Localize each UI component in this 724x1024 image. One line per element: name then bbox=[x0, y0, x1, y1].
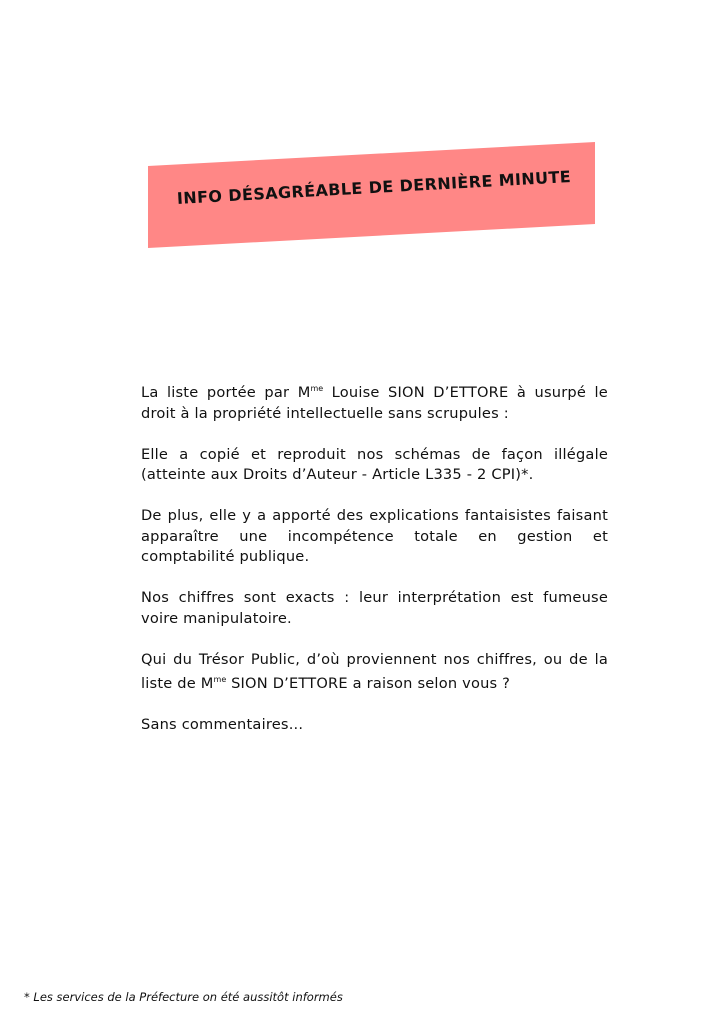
footnote: * Les services de la Préfecture on été aussitôt informés bbox=[24, 990, 343, 1004]
paragraph-usurpation bbox=[141, 379, 608, 424]
title-superscript: me bbox=[213, 675, 227, 684]
paragraph-usurpation-start: La liste portée par M bbox=[141, 384, 311, 401]
paragraph-copy: Elle a copié et reproduit nos schémas de façon illégale (atteinte aux Droits d’Auteur - Article L335 - 2 CPI)*. bbox=[141, 445, 608, 483]
paragraph-figures: Nos chiffres sont exacts : leur interprétation est fumeuse voire manipulatoire. bbox=[141, 589, 608, 627]
main-text bbox=[141, 379, 608, 756]
headline-title: INFO DÉSAGRÉABLE DE DERNIÈRE MINUTE bbox=[176, 166, 572, 209]
paragraph-question-end: SION D’ETTORE a raison selon vous ? bbox=[226, 675, 511, 692]
title-superscript: me bbox=[310, 384, 324, 393]
paragraph-explanations: De plus, elle y a apporté des explications fantaisistes faisant apparaître une incompétence totale en gestion et comptabilité publique. bbox=[141, 507, 608, 565]
paragraph-closing: Sans commentaires... bbox=[141, 716, 304, 733]
paragraph-usurpation-end: Louise SION D’ETTORE à usurpé le droit à la propriété intellectuelle sans scrupules : bbox=[141, 384, 608, 422]
paragraph-question-start: Qui du Trésor Public, d’où proviennent nos chiffres, ou de la liste de M bbox=[141, 650, 608, 692]
paragraph-question bbox=[141, 650, 608, 695]
